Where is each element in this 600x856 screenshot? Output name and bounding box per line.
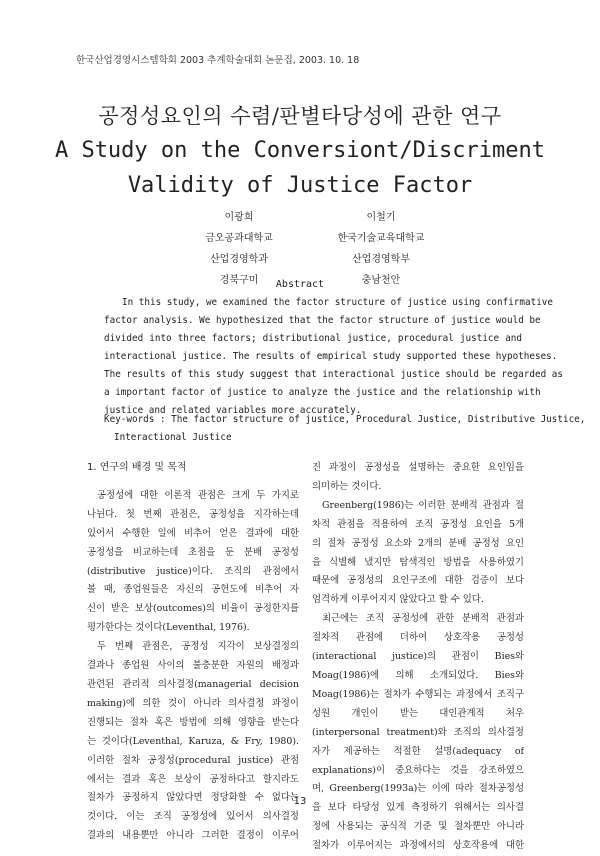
body-line: 공정성을 비교하는데 초점을 둔 분배 공정성 [87, 546, 299, 558]
page-number: 13 [293, 796, 307, 807]
abstract-line: The results of this study suggest that interactional justice should be regarded as [104, 369, 563, 380]
body-line: 최근에는 조직 공정성에 관한 분배적 관점과 [322, 613, 524, 625]
left-column [87, 459, 299, 846]
body-line: 을 보다 타당성 있게 측정하기 위해서는 의사결 [312, 802, 524, 814]
author-location: 경북구미 [219, 275, 259, 286]
body-line: 에서는 결과 혹은 보상이 공정하다고 할지라도 [87, 773, 299, 785]
body-line: 며, Greenberg(1993a)는 이에 따라 절차공정성 [312, 783, 524, 795]
abstract-line: justice and related variables more accurately. [104, 405, 362, 416]
title-korean: 공정성요인의 수렴/판별타당성에 관한 연구 [98, 104, 502, 128]
abstract-line: In this study, we examined the factor structure of justice using confirmative [122, 297, 553, 308]
section-heading: 1. 연구의 배경 및 목적 [87, 462, 187, 473]
body-line: 신이 받은 보상(outcomes)의 비율이 공정한지를 [87, 603, 299, 615]
title-english-line-2: Validity of Justice Factor [127, 173, 473, 198]
body-line: 결과의 내용뿐만 아니라 그러한 결정이 이루어 [87, 830, 299, 842]
abstract-line: factor analysis. We hypothesized that the factor structure of justice would be [104, 315, 541, 326]
running-head: 한국산업경영시스템학회 2003 추계학술대회 논문집, 2003. 10. 18 [76, 55, 360, 66]
title-english-line-1: A Study on the Conversiont/Discriment [54, 138, 546, 163]
body-line: 을 식별해 냈지만 탐색적인 방법을 사용하였기 [312, 556, 524, 568]
abstract-heading: Abstract [275, 279, 325, 290]
body-line: 이러한 절차 공정성(procedural justice) 관점 [87, 754, 299, 766]
body-line: 평가한다는 것이다(Leventhal, 1976). [87, 622, 250, 634]
body-line: 정에 사용되는 공식적 기준 및 절차뿐만 아니라 [312, 821, 524, 833]
body-line: 볼 때, 종업원들은 자신의 공헌도에 비추어 자 [87, 584, 299, 596]
body-line: 자가 제공하는 적절한 설명(adequacy of [312, 745, 524, 757]
abstract-line: a important factor of justice to analyze the justice and the relationship with [104, 387, 541, 398]
body-line: 는 것이다(Leventhal, Karuza, & Fry, 1980). [87, 735, 299, 747]
body-line: (distributive justice)이다. 조직의 관점에서 [87, 565, 299, 577]
author-affiliation: 금오공과대학교 [205, 233, 273, 244]
body-line: 절차가 이루어지는 과정에서의 상호작용에 대한 [312, 840, 524, 852]
abstract-line: interactional justice. The results of empirical study supported these hypotheses. [104, 351, 558, 362]
keywords-line: Key-words : The factor structure of justice, Procedural Justice, Distributive Justice, [104, 414, 586, 425]
keywords-line: Interactional Justice [114, 432, 232, 443]
author-department: 산업경영학과 [210, 254, 268, 265]
body-line: 나뉜다. 첫 번째 관점은, 공정성을 지각하는데 [87, 508, 299, 520]
body-line: 결과나 종업원 사이의 불충분한 자원의 배정과 [87, 660, 299, 672]
body-line: 진 과정이 공정성을 설명하는 중요한 요인임을 [312, 462, 524, 473]
body-line: 두 번째 관점은, 공정성 지각이 보상결정의 [97, 641, 299, 653]
author-name: 이철기 [366, 212, 396, 223]
body-line: 절차적 관점에 더하여 상호작용 공정성 [312, 632, 524, 644]
author-affiliation: 한국기술교육대학교 [337, 233, 425, 244]
body-line: explanations)이 중요하다는 것을 강조하였으 [312, 764, 524, 776]
body-line: 때문에 공정성의 요인구조에 대한 검증이 보다 [312, 575, 524, 587]
author-location: 충남천안 [361, 275, 401, 286]
body-line: (interpersonal treatment)와 조직의 의사결정 [312, 726, 524, 738]
body-line: 것이다. 이는 조직 공정성에 있어서 의사결정 [87, 811, 299, 823]
body-line: 절차가 공정하지 않았다면 정당화할 수 없다는 [87, 792, 299, 804]
body-line: 관련된 관리적 의사결정(managerial decision [87, 678, 299, 690]
body-line: 의 절차 공정성 요소와 2개의 분배 공정성 요인 [312, 537, 524, 549]
body-line: 의미하는 것이다. [312, 480, 382, 492]
body-line: making)에 의한 것이 아니라 의사결정 과정이 [87, 697, 299, 709]
body-line: Moag(1986)에 의해 소개되었다. Bies와 [312, 669, 524, 681]
body-line: Greenberg(1986)는 이러한 분배적 관점과 절 [322, 499, 524, 511]
body-line: Moag(1986)는 절차가 수행되는 과정에서 조직구 [312, 688, 524, 700]
body-line: 진행되는 절차 혹은 방법에 의해 영향을 받는다 [87, 716, 299, 728]
body-line: 공정성에 대한 이론적 관점은 크게 두 가지로 [97, 489, 299, 501]
body-line: 차적 관점을 적용하여 조직 공정성 요인을 5개 [312, 518, 524, 530]
abstract-line: divided into three factors; distributional justice, procedural justice and [104, 333, 522, 344]
body-line: 있어서 수행한 일에 비추어 얻은 결과에 대한 [87, 527, 299, 539]
body-line: (interactional justice)의 관점이 Bies와 [312, 651, 524, 663]
body-line: 엄격하게 이루어지지 않았다고 할 수 있다. [312, 594, 484, 606]
body-line: 성원 개인이 받는 대인관계적 처우 [312, 707, 524, 719]
keywords [104, 411, 586, 447]
author-name: 이광희 [224, 212, 254, 223]
author-department: 산업경영학부 [352, 254, 410, 265]
